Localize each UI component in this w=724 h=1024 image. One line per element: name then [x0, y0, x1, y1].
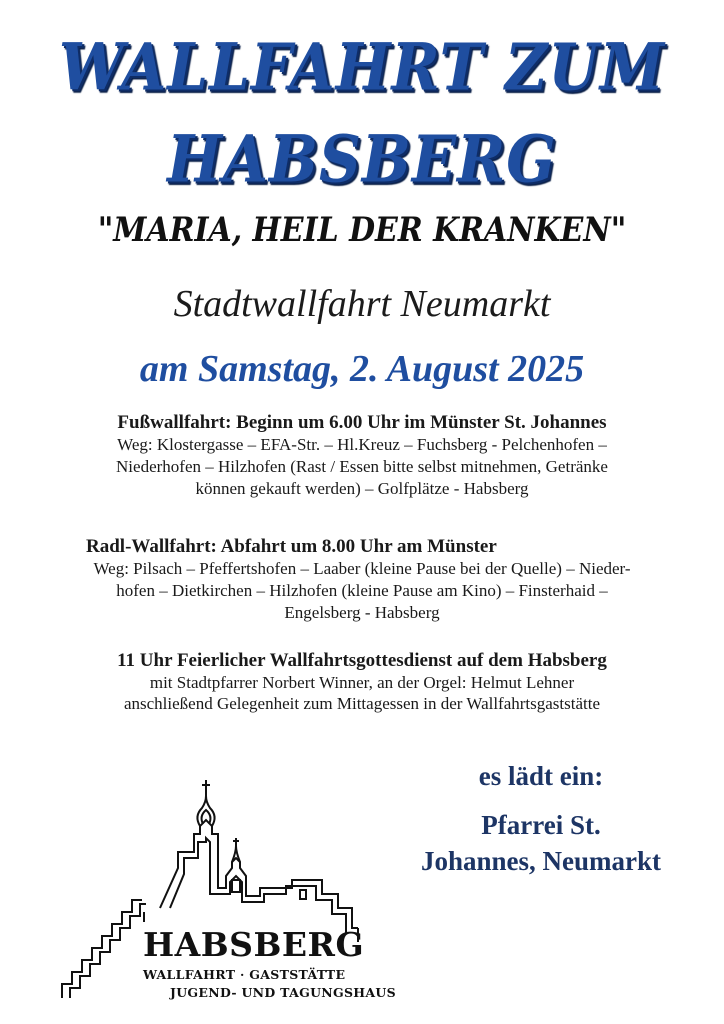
foot-route-line: Weg: Klostergasse – EFA-Str. – Hl.Kreuz – Fuchsberg - Pelchenhofen – — [117, 435, 607, 454]
invitation-headline: es lädt ein: — [478, 761, 604, 791]
window — [232, 880, 240, 892]
mass-headline: 11 Uhr Feierlicher Wallfahrtsgottesdienst auf dem Habsberg — [117, 650, 607, 671]
tower-dome-inner — [202, 810, 211, 824]
bike-pilgrimage-headline: Radl-Wallfahrt: Abfahrt um 8.00 Uhr am Münster — [86, 536, 497, 557]
motto: "MARIA, HEIL DER KRANKEN" — [97, 210, 627, 250]
event-date: am Samstag, 2. August 2025 — [139, 348, 585, 390]
bike-route-line: hofen – Dietkirchen – Hilzhofen (kleine Pause am Kino) – Finsterhaid – — [116, 581, 608, 600]
title-line-1: WALLFAHRT ZUM — [58, 28, 666, 106]
subtitle: Stadtwallfahrt Neumarkt — [173, 283, 551, 325]
foot-pilgrimage-headline: Fußwallfahrt: Beginn um 6.00 Uhr im Münster St. Johannes — [117, 412, 607, 433]
invitation-line: Pfarrei St. — [481, 810, 601, 840]
bike-route-line: Engelsberg - Habsberg — [284, 603, 440, 622]
staircase-inner — [70, 904, 146, 998]
foot-route-line: können gekauft werden) – Golfplätze - Habsberg — [195, 479, 529, 498]
mass-detail-line: mit Stadtpfarrer Norbert Winner, an der Orgel: Helmut Lehner — [149, 673, 575, 692]
window — [300, 890, 306, 899]
church-inner — [170, 838, 346, 934]
bike-route-line: Weg: Pilsach – Pfeffertshofen – Laaber (kleine Pause bei der Quelle) – Nieder- — [93, 559, 631, 578]
mass-detail-line: anschließend Gelegenheit zum Mittagessen in der Wallfahrtsgaststätte — [123, 694, 601, 713]
logo-subline-2: JUGEND- UND TAGUNGSHAUS — [170, 985, 396, 1000]
small-spire — [232, 846, 240, 862]
staircase-outline — [62, 900, 142, 998]
title-line-2: HABSBERG — [167, 120, 557, 198]
logo-name: HABSBERG — [143, 925, 365, 964]
logo-subline-1: WALLFAHRT · GASTSTÄTTE — [143, 967, 346, 982]
church-outline — [160, 820, 358, 928]
invitation-line: Johannes, Neumarkt — [420, 846, 662, 876]
foot-route-line: Niederhofen – Hilzhofen (Rast / Essen bitte selbst mitnehmen, Getränke — [116, 457, 608, 476]
